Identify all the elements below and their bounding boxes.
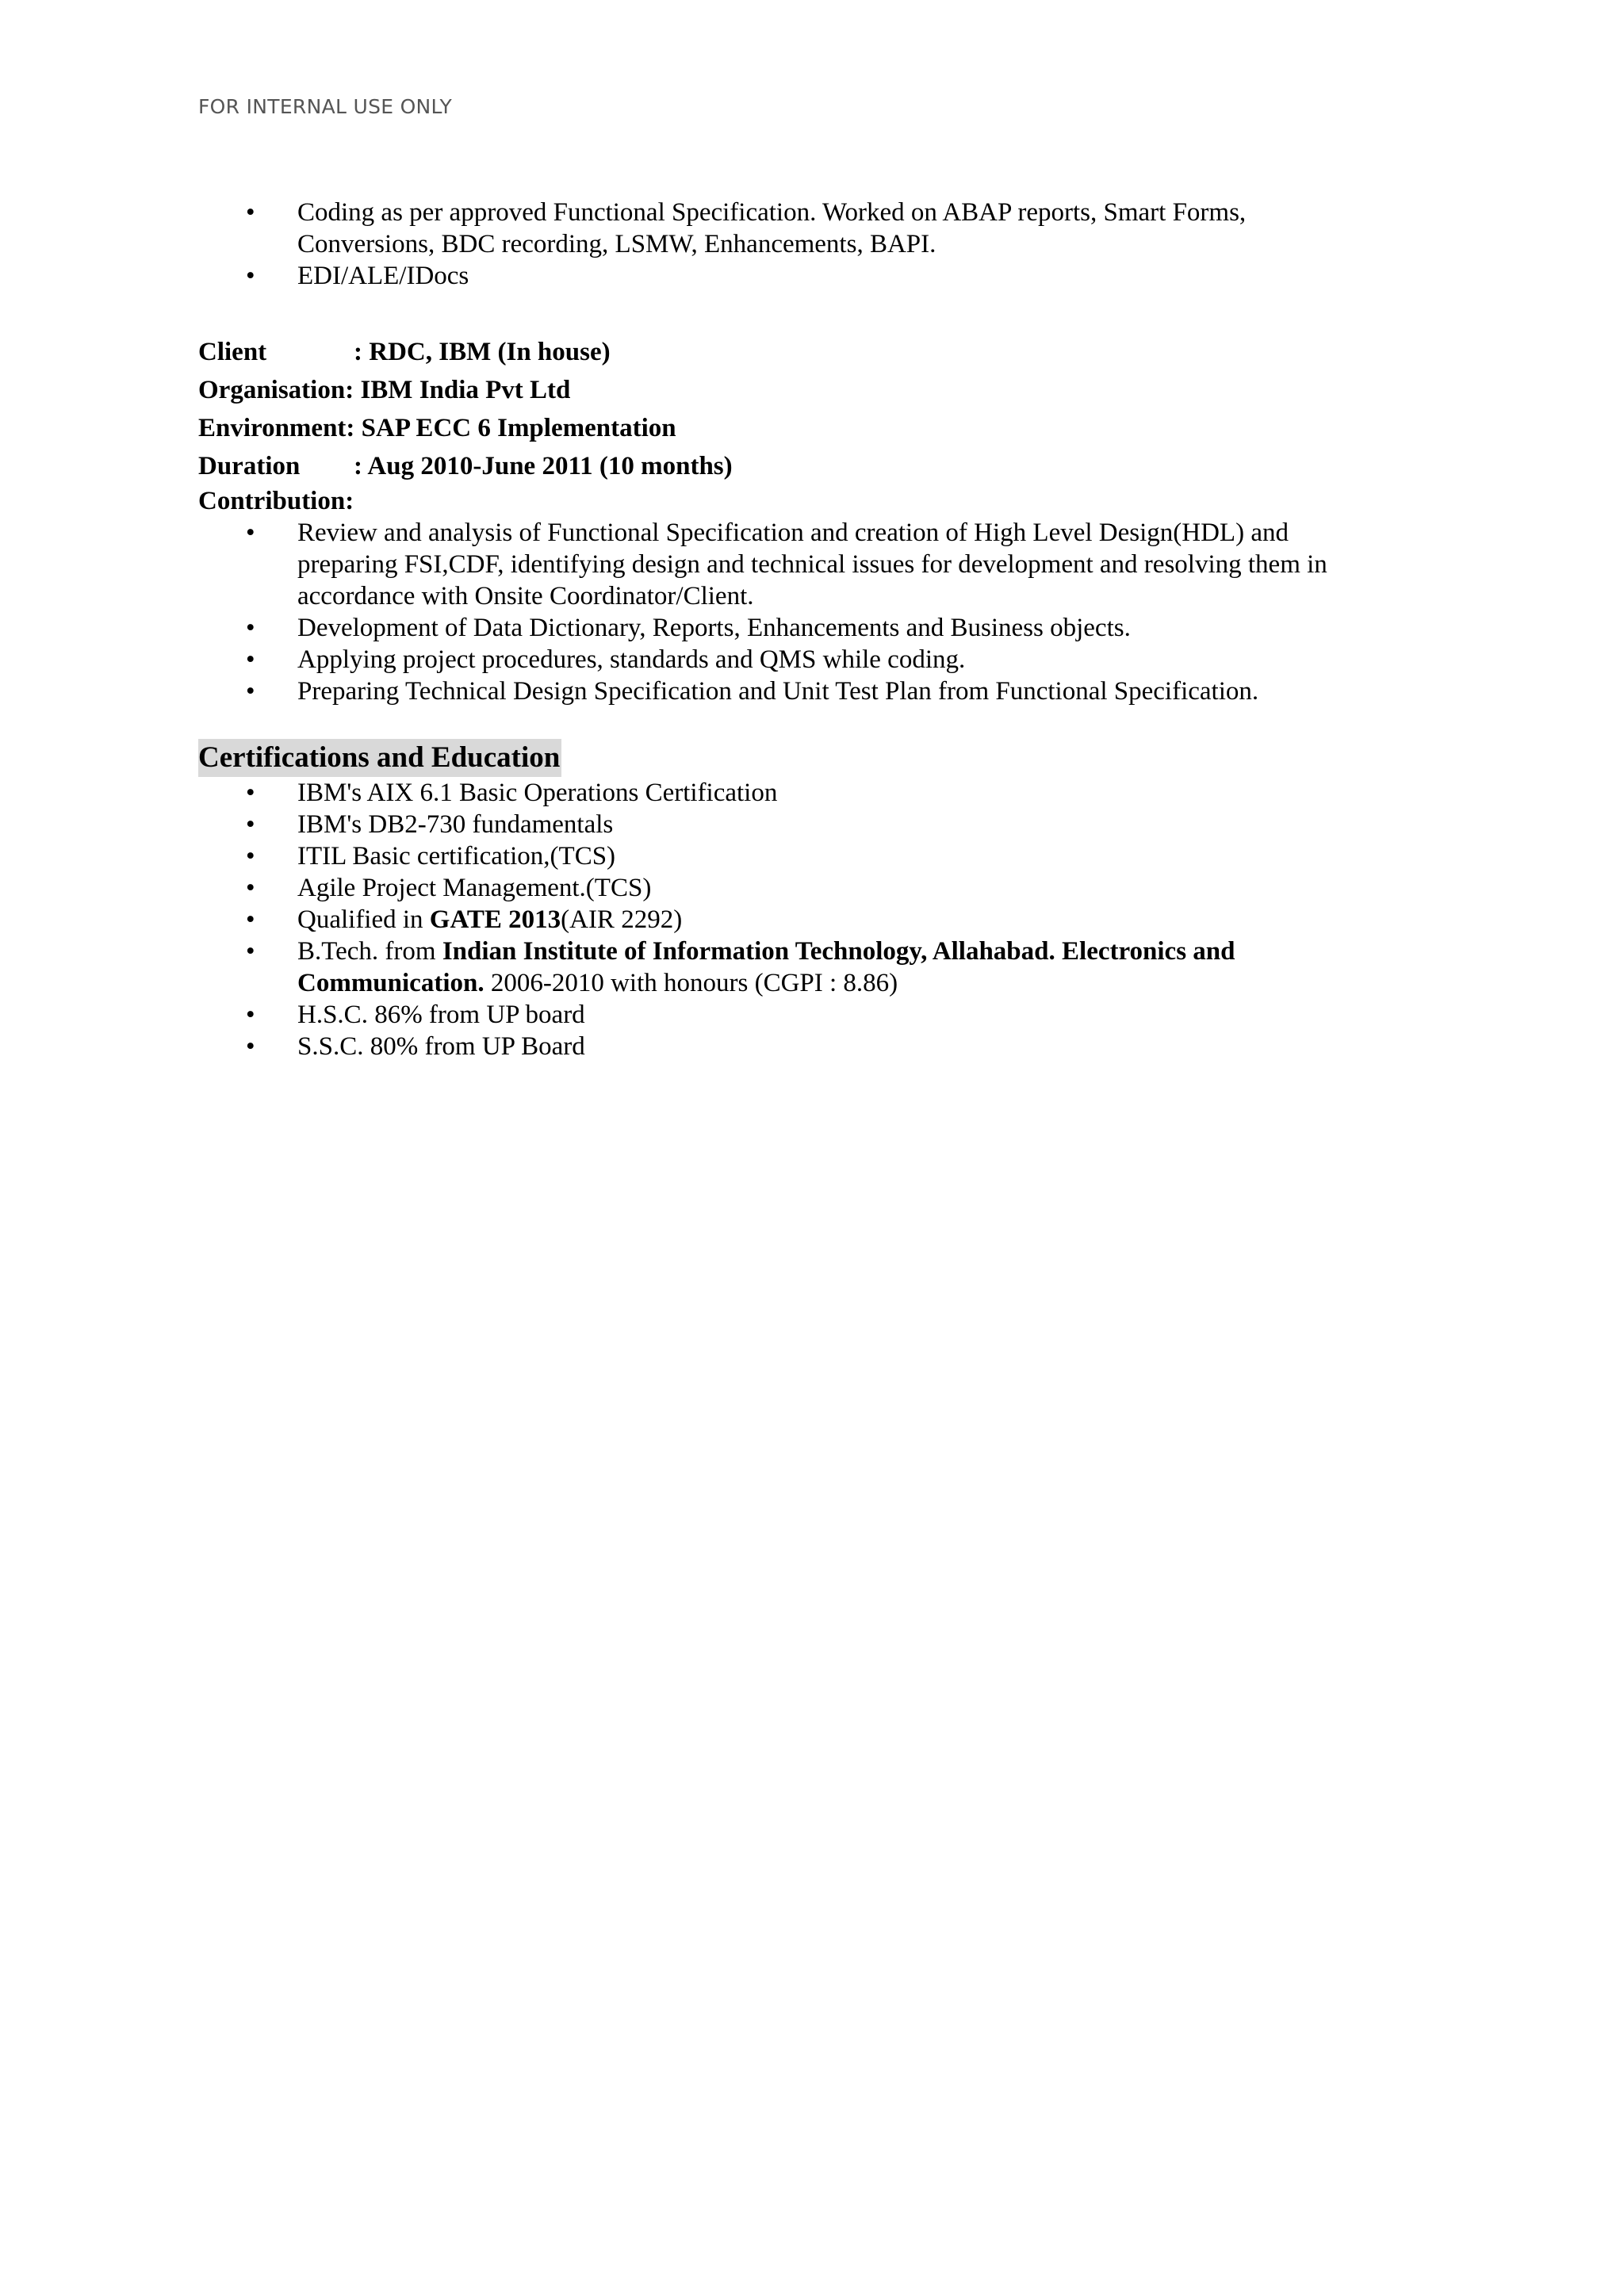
- duration-value: : Aug 2010-June 2011 (10 months): [354, 452, 733, 480]
- institute-emphasis: Indian Institute of Information Technology, Allahabad. Electronics and: [442, 937, 1235, 966]
- list-item-text: S.S.C. 80% from UP Board: [297, 1032, 585, 1061]
- list-item: [198, 809, 1435, 840]
- list-item: [198, 999, 1435, 1031]
- list-item-text: (AIR 2292): [561, 905, 683, 934]
- bullet-icon: •: [246, 1032, 255, 1061]
- bullet-icon: •: [246, 198, 255, 227]
- certifications-list: [198, 777, 1435, 1062]
- branch-emphasis: Communication.: [297, 969, 485, 997]
- list-item: [198, 777, 1435, 809]
- list-item-text: Coding as per approved Functional Specification. Worked on ABAP reports, Smart Forms,: [297, 198, 1247, 227]
- list-item: [198, 644, 1435, 675]
- environment-row: [198, 409, 1435, 447]
- contribution-heading: Contribution:: [198, 487, 354, 515]
- list-item-text: Review and analysis of Functional Specification and creation of High Level Design(HDL) and: [297, 519, 1289, 547]
- list-item: [198, 197, 1435, 260]
- list-item: [198, 1031, 1435, 1062]
- bullet-icon: •: [246, 519, 255, 547]
- list-item-text: IBM's DB2-730 fundamentals: [297, 810, 614, 839]
- project-info: [198, 333, 1435, 707]
- page-header: FOR INTERNAL USE ONLY: [198, 95, 453, 118]
- bullet-icon: •: [246, 614, 255, 642]
- bullet-icon: •: [246, 645, 255, 674]
- list-item-text: preparing FSI,CDF, identifying design and technical issues for development and resolving them in: [297, 550, 1327, 579]
- section-heading-certifications: Certifications and Education: [198, 739, 561, 777]
- bullet-icon: •: [246, 810, 255, 839]
- list-item-text: accordance with Onsite Coordinator/Client.: [297, 582, 754, 610]
- list-item-text: Development of Data Dictionary, Reports, Enhancements and Business objects.: [297, 614, 1131, 642]
- document-body: [198, 197, 1435, 1062]
- bullet-icon: •: [246, 1001, 255, 1029]
- list-item: [198, 260, 1435, 292]
- client-value: : RDC, IBM (In house): [354, 338, 611, 366]
- contribution-list: [198, 517, 1435, 707]
- list-item-text: H.S.C. 86% from UP board: [297, 1001, 585, 1029]
- list-item: [198, 517, 1435, 612]
- list-item-text: Preparing Technical Design Specification and Unit Test Plan from Functional Specification.: [297, 677, 1259, 706]
- bullet-icon: •: [246, 677, 255, 706]
- list-item: [198, 840, 1435, 872]
- list-item: [198, 872, 1435, 904]
- list-item: [198, 612, 1435, 644]
- list-item-text: EDI/ALE/IDocs: [297, 262, 469, 290]
- organisation-value: IBM India Pvt Ltd: [360, 376, 571, 404]
- organisation-row: [198, 371, 1435, 409]
- top-bullet-list: [198, 197, 1435, 292]
- bullet-icon: •: [246, 937, 255, 966]
- client-row: [198, 333, 1435, 371]
- list-item-text: Applying project procedures, standards and QMS while coding.: [297, 645, 966, 674]
- duration-label: Duration: [198, 452, 301, 480]
- bullet-icon: •: [246, 842, 255, 871]
- list-item-text: Conversions, BDC recording, LSMW, Enhancements, BAPI.: [297, 230, 936, 258]
- list-item-text: Agile Project Management.(TCS): [297, 874, 652, 902]
- list-item-text: B.Tech. from: [297, 937, 442, 966]
- bullet-icon: •: [246, 905, 255, 934]
- environment-label: Environment:: [198, 414, 355, 442]
- client-label: Client: [198, 338, 267, 366]
- list-item: [198, 904, 1435, 936]
- organisation-label: Organisation:: [198, 376, 354, 404]
- list-item-text: ITIL Basic certification,(TCS): [297, 842, 616, 871]
- list-item: [198, 675, 1435, 707]
- list-item-text: Qualified in: [297, 905, 430, 934]
- duration-row: [198, 447, 1435, 485]
- environment-value: SAP ECC 6 Implementation: [361, 414, 676, 442]
- list-item-text: IBM's AIX 6.1 Basic Operations Certification: [297, 779, 778, 807]
- bullet-icon: •: [246, 779, 255, 807]
- list-item-text: 2006-2010 with honours (CGPI : 8.86): [484, 969, 898, 997]
- gate-emphasis: GATE 2013: [429, 905, 561, 934]
- bullet-icon: •: [246, 262, 255, 290]
- bullet-icon: •: [246, 874, 255, 902]
- list-item: [198, 936, 1435, 999]
